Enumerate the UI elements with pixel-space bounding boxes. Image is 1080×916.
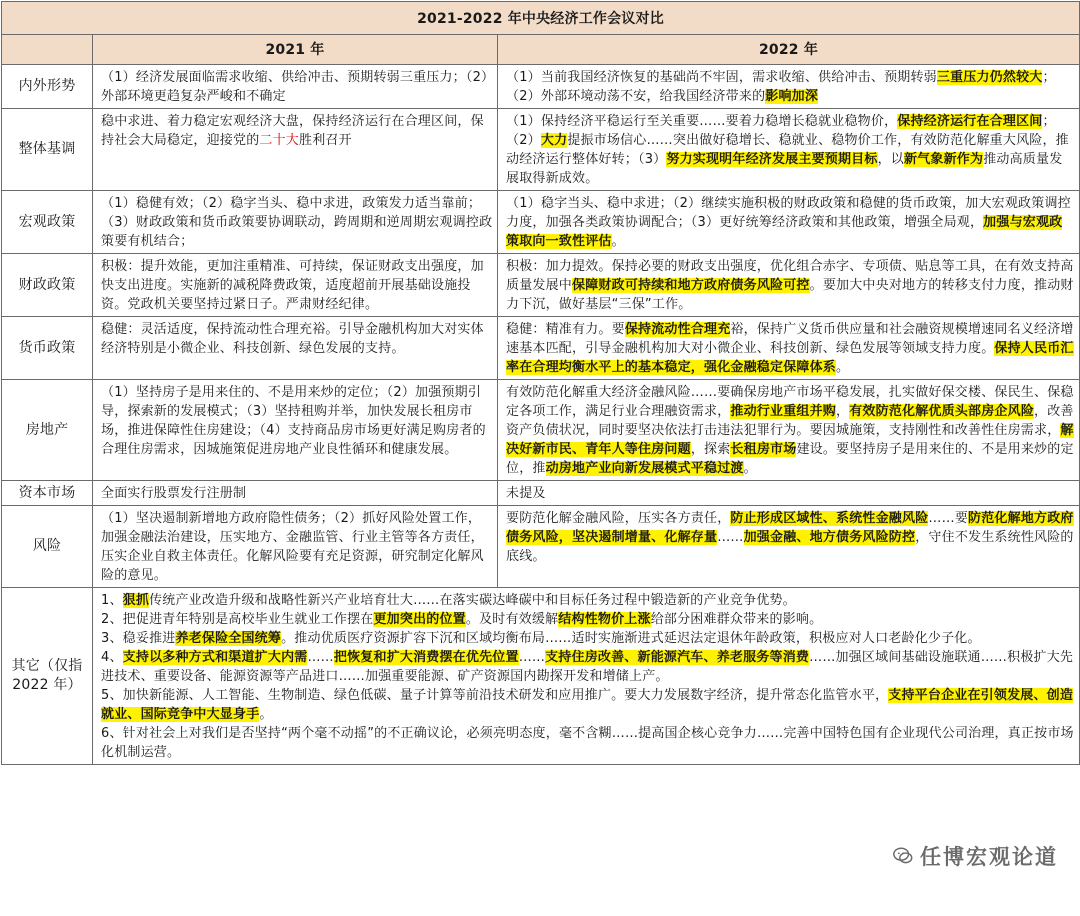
text-segment: 4、 <box>101 650 123 665</box>
paragraph <box>101 70 488 104</box>
table-title-row <box>2 2 1080 35</box>
text-segment: 。推动优质医疗资源扩容下沉和区域均衡布局……适时实施渐进式延迟法定退休年龄政策，积极应对人口老龄化少子化。 <box>281 631 981 646</box>
header-row <box>2 35 1080 65</box>
text-segment: …… <box>307 650 333 665</box>
cell-2021 <box>93 109 498 191</box>
paragraph <box>506 486 546 501</box>
text-segment: 。 <box>744 461 757 476</box>
row-label: 货币政策 <box>2 317 93 380</box>
highlighted-text: 更加突出的位置 <box>373 612 465 627</box>
text-segment: 稳健：精准有力。要 <box>506 322 625 337</box>
text-segment: 建设。要坚持房子是用来住的、不是用来炒的定位，推 <box>506 442 1074 476</box>
text-segment: 积极：提升效能，更加注重精准、可持续，保证财政支出强度，加快支出进度。实施新的减税降费政策，适度超前开展基础设施投资。党政机关要坚持过紧日子。严肃财经纪律。 <box>101 259 484 312</box>
table-row <box>2 65 1080 109</box>
highlighted-text: 加强金融、地方债务风险防控 <box>744 530 916 545</box>
highlighted-text: 狠抓 <box>123 593 149 608</box>
highlighted-text: 支持平台企业在引领发展、创造就业、国际竞争中大显身手 <box>101 688 1073 722</box>
text-segment: 给部分困难群众带来的影响。 <box>651 612 823 627</box>
text-segment: 。 <box>836 360 849 375</box>
cell-2021 <box>93 506 498 588</box>
cell-2021 <box>93 317 498 380</box>
paragraph <box>101 385 486 457</box>
cell-2022 <box>498 317 1080 380</box>
paragraph <box>101 511 484 583</box>
text-segment: （1）保持经济平稳运行至关重要……要着力稳增长稳就业稳物价， <box>506 114 897 129</box>
text-segment: 全面实行股票发行注册制 <box>101 486 246 501</box>
paragraph <box>506 70 1056 104</box>
cell-2022 <box>498 481 1080 506</box>
watermark-text: 任博宏观论道 <box>920 841 1058 871</box>
cell-2022 <box>498 65 1080 109</box>
table-row <box>2 191 1080 254</box>
text-segment: ……加强区域间基础设施联通……积极扩大先进技术、重要设备、能源资源等产品进口……加强重要能源、矿产资源国内勘探开发和增储上产。 <box>101 650 1073 684</box>
row-label: 其它（仅指 2022 年） <box>2 588 93 765</box>
paragraph <box>101 114 484 148</box>
highlighted-text: 养老保险全国统筹 <box>175 631 281 646</box>
text-segment: ，守住不发生系统性风险的底线。 <box>506 530 1074 564</box>
cell-2022 <box>498 109 1080 191</box>
cell-2021 <box>93 65 498 109</box>
highlighted-text: 努力实现明年经济发展主要预期目标 <box>666 152 877 167</box>
highlighted-text: 支持以多种方式和渠道扩大内需 <box>123 650 308 665</box>
text-segment: （1）稳健有效；（2）稳字当头、稳中求进，政策发力适当靠前；（3）财政政策和货币政策要协调联动，跨周期和逆周期宏观调控政策要有机结合； <box>101 196 492 249</box>
text-segment: 推动高质量发展取得新成效。 <box>506 152 1062 186</box>
paragraph <box>101 629 1075 648</box>
row-label: 风险 <box>2 506 93 588</box>
text-segment: （1）坚决遏制新增地方政府隐性债务；（2）抓好风险处置工作，加强金融法治建设，压实地方、金融监管、行业主管等各方责任，压实企业自救主体责任。化解风险要有充足资源，研究制定化解风险的意见。 <box>101 511 484 583</box>
cell-2022 <box>498 191 1080 254</box>
text-segment: 6、针对社会上对我们是否坚持“两个毫不动摇”的不正确议论，必须亮明态度，毫不含糊……提高国企核心竞争力……完善中国特色国有企业现代公司治理，真正按市场化机制运营。 <box>101 726 1074 760</box>
header-blank-cell <box>2 35 93 65</box>
text-segment: 。及时有效缓解 <box>466 612 558 627</box>
paragraph <box>506 114 1069 186</box>
paragraph <box>506 385 1074 476</box>
table-row <box>2 317 1080 380</box>
text-segment: ；（2） <box>506 114 1056 148</box>
cell-2021 <box>93 481 498 506</box>
paragraph <box>101 591 1075 610</box>
paragraph <box>101 322 484 356</box>
text-segment: 1、 <box>101 593 123 608</box>
comparison-table <box>1 1 1080 765</box>
paragraph <box>506 511 1074 564</box>
text-segment: 3、稳妥推进 <box>101 631 175 646</box>
cell-2022 <box>498 506 1080 588</box>
text-segment: ，改善资产负债状况，同时要坚决依法打击违法犯罪行为。要因城施策，支持刚性和改善性住房需求， <box>506 404 1074 438</box>
paragraph <box>506 196 1071 249</box>
highlighted-text: 长租房市场 <box>730 442 796 457</box>
text-segment: 2、把促进青年特别是高校毕业生就业工作摆在 <box>101 612 373 627</box>
text-segment: 要防范化解金融风险，压实各方责任， <box>506 511 730 526</box>
highlighted-text: 解决好新市民、青年人等住房问题 <box>506 423 1074 457</box>
paragraph <box>101 724 1075 762</box>
paragraph <box>506 259 1074 312</box>
text-segment: （1）坚持房子是用来住的、不是用来炒的定位；（2）加强预期引导，探索新的发展模式；（3）坚持租购并举，加快发展长租房市场，推进保障性住房建设；（4）支持商品房市场更好满足购房者的合理住房需求，因城施策促进房地产业良性循环和健康发展。 <box>101 385 486 457</box>
text-segment: （1）经济发展面临需求收缩、供给冲击、预期转弱三重压力；（2）外部环境更趋复杂严峻和不确定 <box>101 70 488 104</box>
text-segment: 传统产业改造升级和战略性新兴产业培育壮大……在落实碳达峰碳中和目标任务过程中锻造新的产业竞争优势。 <box>149 593 796 608</box>
highlighted-text: 保持人民币汇率在合理均衡水平上的基本稳定，强化金融稳定保障体系 <box>506 341 1074 375</box>
highlighted-text: 防止形成区域性、系统性金融风险 <box>730 511 928 526</box>
highlighted-text: 保持流动性合理充 <box>625 322 731 337</box>
text-segment: （1）稳字当头、稳中求进；（2）继续实施积极的财政政策和稳健的货币政策，加大宏观政策调控力度，加强各类政策协调配合；（3）更好统筹经济政策和其他政策，增强全局观， <box>506 196 1071 230</box>
row-label: 资本市场 <box>2 481 93 506</box>
text-segment: 。要加大中央对地方的转移支付力度，推动财力下沉，做好基层“三保”工作。 <box>506 278 1074 312</box>
header-2021: 2021 年 <box>93 35 498 65</box>
paragraph <box>506 322 1074 375</box>
text-segment: …… <box>519 650 545 665</box>
highlighted-text: 新气象新作为 <box>904 152 983 167</box>
highlighted-text: 防范化解地方政府债务风险，坚决遏制增量、化解存量 <box>506 511 1074 545</box>
highlighted-text: 影响加深 <box>765 89 818 104</box>
row-label: 财政政策 <box>2 254 93 317</box>
paragraph <box>101 486 246 501</box>
table-row <box>2 506 1080 588</box>
highlighted-text: 保持经济运行在合理区间 <box>897 114 1042 129</box>
table-row <box>2 380 1080 481</box>
text-segment: 稳健：灵活适度，保持流动性合理充裕。引导金融机构加大对实体经济特别是小微企业、科技创新、绿色发展的支持。 <box>101 322 484 356</box>
text-segment: 有效防范化解重大经济金融风险……要确保房地产市场平稳发展，扎实做好保交楼、保民生、保稳定各项工作，满足行业合理融资需求， <box>506 385 1074 419</box>
paragraph <box>101 259 484 312</box>
cell-2022 <box>498 380 1080 481</box>
paragraph <box>101 648 1075 686</box>
text-segment: ……要 <box>928 511 968 526</box>
row-label: 房地产 <box>2 380 93 481</box>
text-segment: （1）当前我国经济恢复的基础尚不牢固，需求收缩、供给冲击、预期转弱 <box>506 70 937 85</box>
paragraph <box>101 686 1075 724</box>
row-label: 整体基调 <box>2 109 93 191</box>
highlighted-text: 有效防范化解优质头部房企风险 <box>849 404 1034 419</box>
text-segment: 5、加快新能源、人工智能、生物制造、绿色低碳、量子计算等前沿技术研发和应用推广。要大力发展数字经济，提升常态化监管水平， <box>101 688 888 703</box>
row-label: 内外形势 <box>2 65 93 109</box>
wechat-icon <box>892 845 914 867</box>
cell-2021 <box>93 254 498 317</box>
text-segment: 未提及 <box>506 486 546 501</box>
other-items-cell <box>93 588 1080 765</box>
text-segment: 胜利召开 <box>299 133 352 148</box>
highlighted-text: 推动行业重组并购 <box>730 404 836 419</box>
text-segment: ；（2）外部环境动荡不安，给我国经济带来的 <box>506 70 1056 104</box>
text-segment: 。 <box>612 234 625 249</box>
cell-2021 <box>93 191 498 254</box>
red-text: 二十大 <box>259 133 299 148</box>
highlighted-text: 结构性物价上涨 <box>558 612 650 627</box>
text-segment: ， <box>836 404 849 419</box>
highlighted-text: 把恢复和扩大消费摆在优先位置 <box>334 650 519 665</box>
table-row <box>2 481 1080 506</box>
paragraph <box>101 196 492 249</box>
paragraph <box>101 610 1075 629</box>
table-row <box>2 588 1080 765</box>
highlighted-text: 支持住房改善、新能源汽车、养老服务等消费 <box>545 650 809 665</box>
watermark <box>892 841 1058 871</box>
text-segment: ，以 <box>878 152 904 167</box>
text-segment: 。 <box>259 707 272 722</box>
text-segment: 提振市场信心……突出做好稳增长、稳就业、稳物价工作，有效防范化解重大风险，推动经济运行整体好转；（3） <box>506 133 1069 167</box>
highlighted-text: 三重压力仍然较大 <box>937 70 1043 85</box>
table-row <box>2 109 1080 191</box>
table-title: 2021-2022 年中央经济工作会议对比 <box>2 2 1080 35</box>
header-2022: 2022 年 <box>498 35 1080 65</box>
cell-2022 <box>498 254 1080 317</box>
table-row <box>2 254 1080 317</box>
highlighted-text: 加强与宏观政策取向一致性评估 <box>506 215 1062 249</box>
cell-2021 <box>93 380 498 481</box>
row-label: 宏观政策 <box>2 191 93 254</box>
highlighted-text: 大力 <box>541 133 567 148</box>
highlighted-text: 保障财政可持续和地方政府债务风险可控 <box>572 278 810 293</box>
text-segment: ，探索 <box>691 442 731 457</box>
text-segment: 稳中求进、着力稳定宏观经济大盘，保持经济运行在合理区间，保持社会大局稳定，迎接党的 <box>101 114 484 148</box>
highlighted-text: 动房地产业向新发展模式平稳过渡 <box>546 461 744 476</box>
text-segment: 积极：加力提效。保持必要的财政支出强度，优化组合赤字、专项债、贴息等工具，在有效支持高质量发展中 <box>506 259 1074 293</box>
text-segment: …… <box>717 530 743 545</box>
text-segment: 裕，保持广义货币供应量和社会融资规模增速同名义经济增速基本匹配，引导金融机构加大对小微企业、科技创新、绿色发展等领域支持力度。 <box>506 322 1074 356</box>
